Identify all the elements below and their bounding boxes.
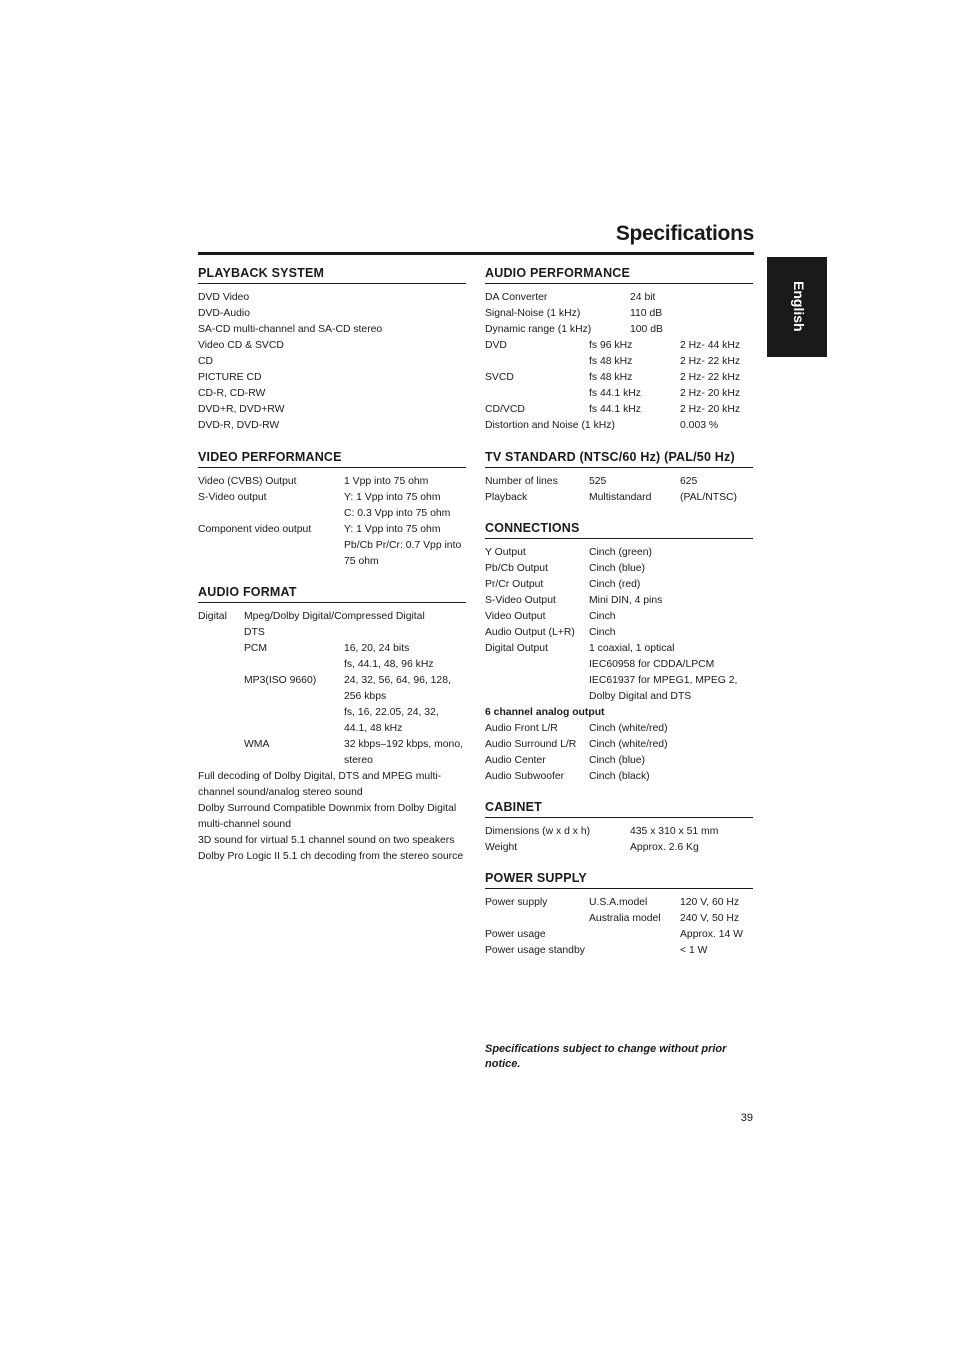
spec-row (485, 769, 753, 785)
page-title: Specifications (615, 222, 754, 245)
list-item: channel sound/analog stereo sound (198, 787, 363, 798)
spec-cell: Dynamic range (1 kHz) (485, 324, 592, 335)
spec-cell: Cinch (589, 627, 616, 638)
list-item: DVD Video (198, 292, 250, 303)
list-item: 3D sound for virtual 5.1 channel sound on two speakers (198, 835, 455, 846)
spec-cell (198, 673, 244, 689)
spec-row (485, 641, 753, 657)
spec-cell: Multistandard (589, 492, 652, 503)
spec-row (485, 545, 753, 561)
spec-row (485, 577, 753, 593)
spec-cell: Video Output (485, 611, 546, 622)
spec-cell: SVCD (485, 372, 514, 383)
spec-cell: 1 coaxial, 1 optical (589, 643, 675, 654)
spec-cell (244, 689, 344, 705)
spec-row (485, 625, 753, 641)
audio-performance-section (485, 266, 753, 434)
spec-cell: Distortion and Noise (1 kHz) (485, 420, 615, 431)
spec-cell: 16, 20, 24 bits (344, 643, 410, 654)
spec-cell: Dimensions (w x d x h) (485, 826, 591, 837)
spec-cell: DTS (244, 627, 265, 638)
spec-cell: 2 Hz- 20 kHz (680, 404, 741, 415)
connections-section (485, 521, 753, 785)
list-item: SA-CD multi-channel and SA-CD stereo (198, 324, 383, 335)
spec-cell: Approx. 2.6 Kg (630, 842, 699, 853)
spec-cell: WMA (244, 739, 270, 750)
section-heading: POWER SUPPLY (485, 871, 753, 889)
spec-cell: 625 (680, 476, 698, 487)
spec-row (485, 290, 753, 306)
spec-cell: 32 kbps–192 kbps, mono, (344, 739, 463, 750)
spec-cell: S-Video output (198, 492, 267, 503)
spec-cell: Cinch (green) (589, 547, 652, 558)
spec-cell: IEC60958 for CDDA/LPCM (589, 659, 715, 670)
spec-cell: Audio Center (485, 755, 546, 766)
spec-cell: 110 dB (630, 308, 663, 319)
spec-cell (198, 753, 244, 769)
spec-cell (198, 554, 344, 570)
spec-cell: Audio Output (L+R) (485, 627, 575, 638)
spec-cell: 2 Hz- 22 kHz (680, 372, 741, 383)
list-item: Full decoding of Dolby Digital, DTS and MPEG multi- (198, 771, 442, 782)
spec-row (485, 306, 753, 322)
spec-cell (485, 386, 589, 402)
spec-row (198, 721, 466, 737)
spec-cell (244, 705, 344, 721)
subheading: 6 channel analog output (485, 707, 605, 718)
spec-cell (589, 927, 680, 943)
spec-row (485, 402, 753, 418)
spec-cell: Cinch (blue) (589, 755, 646, 766)
spec-cell: Audio Subwoofer (485, 771, 565, 782)
spec-cell: Power supply (485, 897, 548, 908)
spec-cell: Cinch (white/red) (589, 723, 668, 734)
spec-row (198, 689, 466, 705)
spec-cell: 2 Hz- 20 kHz (680, 388, 741, 399)
spec-row (485, 418, 753, 434)
spec-cell: fs 44.1 kHz (589, 388, 641, 399)
audio-format-section (198, 585, 466, 865)
spec-cell: Cinch (red) (589, 579, 641, 590)
spec-row (485, 370, 753, 386)
spec-cell: Pb/Cb Output (485, 563, 548, 574)
spec-cell: Digital Output (485, 643, 548, 654)
cabinet-section (485, 800, 753, 856)
spec-row (485, 895, 753, 911)
spec-cell: 44.1, 48 kHz (344, 723, 403, 734)
spec-row (485, 609, 753, 625)
spec-cell (244, 753, 344, 769)
spec-cell (589, 418, 680, 434)
spec-cell: Cinch (589, 611, 616, 622)
spec-cell (344, 609, 466, 625)
spec-cell: Audio Front L/R (485, 723, 558, 734)
spec-row (485, 657, 753, 673)
spec-cell (485, 354, 589, 370)
spec-cell: 24 bit (630, 292, 656, 303)
spec-cell (344, 625, 466, 641)
language-tab-label: English (791, 281, 807, 332)
spec-row (198, 625, 466, 641)
spec-cell: 0.003 % (680, 420, 719, 431)
spec-cell: 435 x 310 x 51 mm (630, 826, 719, 837)
spec-row (198, 522, 466, 538)
spec-cell (485, 911, 589, 927)
spec-row (198, 474, 466, 490)
spec-row (485, 386, 753, 402)
spec-cell: DVD (485, 340, 507, 351)
spec-row (198, 705, 466, 721)
spec-cell: 256 kbps (344, 691, 387, 702)
spec-cell: 240 V, 50 Hz (680, 913, 740, 924)
spec-cell: PCM (244, 643, 268, 654)
spec-cell: fs 48 kHz (589, 372, 633, 383)
spec-row (198, 538, 466, 554)
spec-cell (485, 689, 589, 705)
spec-cell (485, 657, 589, 673)
spec-cell: Power usage (485, 929, 546, 940)
spec-cell: Cinch (black) (589, 771, 650, 782)
list-item: multi-channel sound (198, 819, 291, 830)
spec-cell: Cinch (white/red) (589, 739, 668, 750)
spec-cell: Signal-Noise (1 kHz) (485, 308, 581, 319)
spec-row (485, 840, 753, 856)
list-item: PICTURE CD (198, 372, 262, 383)
spec-cell (244, 721, 344, 737)
spec-cell (198, 689, 244, 705)
spec-row (198, 506, 466, 522)
spec-row (485, 911, 753, 927)
spec-row (198, 641, 466, 657)
spec-cell: Approx. 14 W (680, 929, 743, 940)
spec-row (485, 354, 753, 370)
spec-cell: < 1 W (680, 945, 708, 956)
playback-system-section (198, 266, 466, 434)
spec-cell: Mpeg/Dolby Digital/Compressed Digital (244, 611, 425, 622)
spec-cell: IEC61937 for MPEG1, MPEG 2, (589, 675, 738, 686)
list-item: DVD-Audio (198, 308, 250, 319)
spec-cell (198, 721, 244, 737)
spec-cell: Y: 1 Vpp into 75 ohm (344, 492, 441, 503)
list-item: DVD-R, DVD-RW (198, 420, 280, 431)
list-item: Dolby Pro Logic II 5.1 ch decoding from the stereo source (198, 851, 464, 862)
list-item: Video CD & SVCD (198, 340, 284, 351)
section-heading: TV STANDARD (NTSC/60 Hz) (PAL/50 Hz) (485, 450, 753, 468)
spec-cell: 2 Hz- 44 kHz (680, 340, 741, 351)
spec-row (485, 753, 753, 769)
spec-cell: 1 Vpp into 75 ohm (344, 476, 429, 487)
spec-cell: Australia model (589, 913, 661, 924)
spec-row (198, 673, 466, 689)
spec-cell: fs 48 kHz (589, 356, 633, 367)
list-item: DVD+R, DVD+RW (198, 404, 285, 415)
list-item: CD-R, CD-RW (198, 388, 266, 399)
section-heading: CABINET (485, 800, 753, 818)
spec-row (198, 609, 466, 625)
spec-cell: CD/VCD (485, 404, 525, 415)
spec-cell (198, 506, 344, 522)
spec-cell: 2 Hz- 22 kHz (680, 356, 741, 367)
spec-cell: Audio Surround L/R (485, 739, 577, 750)
spec-row (198, 554, 466, 570)
spec-cell: Component video output (198, 524, 312, 535)
spec-cell: Digital (198, 611, 227, 622)
spec-cell: DA Converter (485, 292, 548, 303)
spec-row (485, 737, 753, 753)
spec-cell (198, 641, 244, 657)
spec-cell: Y Output (485, 547, 526, 558)
spec-cell (198, 538, 344, 554)
section-heading: AUDIO PERFORMANCE (485, 266, 753, 284)
section-heading: VIDEO PERFORMANCE (198, 450, 466, 468)
spec-cell: fs, 44.1, 48, 96 kHz (344, 659, 434, 670)
spec-row (198, 737, 466, 753)
spec-cell: 120 V, 60 Hz (680, 897, 740, 908)
power-supply-section (485, 871, 753, 959)
spec-row (485, 474, 753, 490)
spec-cell: 100 dB (630, 324, 663, 335)
title-divider (198, 252, 754, 255)
spec-cell (244, 657, 344, 673)
spec-row (485, 490, 753, 506)
spec-cell: Number of lines (485, 476, 558, 487)
list-item: CD (198, 356, 214, 367)
video-performance-section (198, 450, 466, 570)
spec-row (485, 824, 753, 840)
spec-cell (198, 625, 244, 641)
spec-row (485, 322, 753, 338)
spec-row (485, 927, 753, 943)
spec-cell: 24, 32, 56, 64, 96, 128, (344, 675, 451, 686)
tv-standard-section (485, 450, 753, 506)
spec-cell: (PAL/NTSC) (680, 492, 737, 503)
spec-cell: 525 (589, 476, 607, 487)
spec-row (485, 943, 753, 959)
spec-row (485, 673, 753, 689)
spec-cell: S-Video Output (485, 595, 556, 606)
language-tab (767, 257, 827, 357)
spec-cell: U.S.A.model (589, 897, 648, 908)
spec-cell: Y: 1 Vpp into 75 ohm (344, 524, 441, 535)
spec-cell: C: 0.3 Vpp into 75 ohm (344, 508, 451, 519)
spec-row (485, 721, 753, 737)
section-heading: CONNECTIONS (485, 521, 753, 539)
spec-cell: Pr/Cr Output (485, 579, 544, 590)
spec-cell: Playback (485, 492, 528, 503)
spec-cell: Weight (485, 842, 518, 853)
spec-row (485, 593, 753, 609)
spec-cell (198, 737, 244, 753)
spec-cell: 75 ohm (344, 556, 379, 567)
spec-row (198, 753, 466, 769)
spec-cell: fs, 16, 22.05, 24, 32, (344, 707, 439, 718)
list-item: Dolby Surround Compatible Downmix from Dolby Digital (198, 803, 457, 814)
spec-cell (198, 657, 244, 673)
spec-cell: MP3(ISO 9660) (244, 675, 317, 686)
page-number: 39 (740, 1112, 753, 1124)
spec-cell: fs 44.1 kHz (589, 404, 641, 415)
spec-row (485, 338, 753, 354)
spec-cell (589, 943, 680, 959)
spec-row (485, 689, 753, 705)
spec-row (198, 657, 466, 673)
spec-cell: Cinch (blue) (589, 563, 646, 574)
footer-note: Specifications subject to change without prior notice. (485, 1043, 727, 1070)
section-heading: AUDIO FORMAT (198, 585, 466, 603)
spec-cell (485, 673, 589, 689)
spec-cell: stereo (344, 755, 373, 766)
spec-row (198, 490, 466, 506)
section-heading: PLAYBACK SYSTEM (198, 266, 466, 284)
spec-cell: Mini DIN, 4 pins (589, 595, 663, 606)
spec-cell: Pb/Cb Pr/Cr: 0.7 Vpp into (344, 540, 462, 551)
spec-cell: fs 96 kHz (589, 340, 633, 351)
spec-cell: Dolby Digital and DTS (589, 691, 692, 702)
spec-cell: Video (CVBS) Output (198, 476, 297, 487)
spec-row (485, 561, 753, 577)
spec-cell: Power usage standby (485, 945, 585, 956)
spec-cell (198, 705, 244, 721)
